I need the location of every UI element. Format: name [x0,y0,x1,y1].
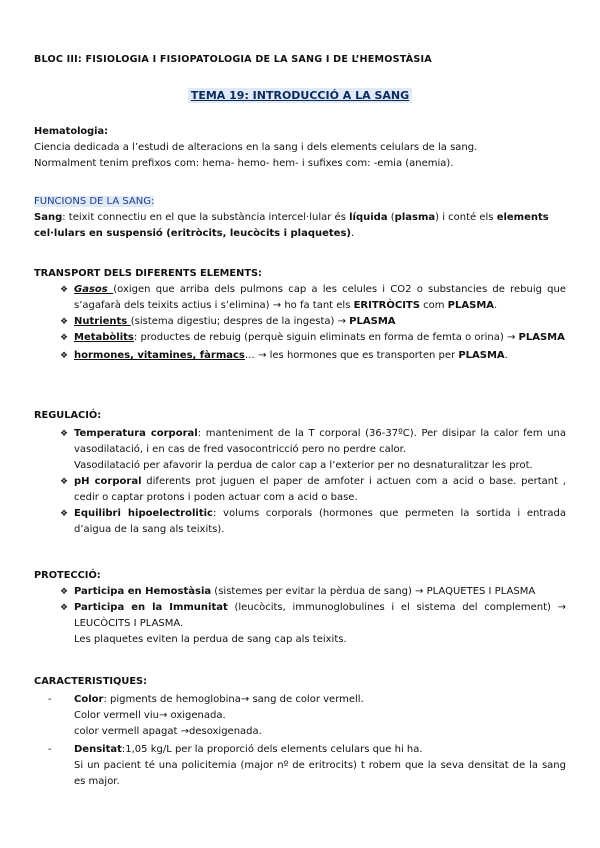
diamond-bullet-icon: ❖ [60,477,69,487]
dash-bullet: - [48,694,52,705]
transport-title: TRANSPORT DELS DIFERENTS ELEMENTS: [34,268,262,279]
list-item: - Color: pigments de hemoglobina→ sang de color vermell. Color vermell viu→ oxigenada. color vermell apagat →desoxigenada. [48,694,364,737]
list-item: ❖ Temperatura corporal: manteniment de la T corporal (36-37ºC). Per disipar la calor fem una vasodilatació, i en cas de fred vasocontricció pero no perdre calor. Vasodilatació per afavorir la perdua de calor cap a l’exterior per no desnaturalitzar les prot. [60,428,567,471]
caracteristiques-title: CARACTERISTIQUES: [34,676,147,687]
proteccio-title: PROTECCIÓ: [34,570,101,581]
diamond-bullet-icon: ❖ [60,333,69,343]
transport-list [60,282,566,364]
list-item: ❖ pH corporal diferents prot juguen el paper de amfoter i actuen com a acid o base. pertant , cedir o captar protons i poden actuar com a acid o base. [60,476,567,503]
hematologia-line2: Normalment tenim prefixos com: hema- hemo- hem- i sufixes com: -emia (anemia). [34,158,454,169]
hematologia-title: Hematologia: [34,126,109,137]
hematologia-section [34,124,566,172]
list-item: - Densitat:1,05 kg/L per la proporció dels elements celulars que hi ha. Si un pacient té una policitemia (major nº de eritrocits) t robem que la seva densitat de la sang es major. [48,744,566,787]
funcions-section [34,194,566,242]
funcions-definition: Sang: teixit connectiu en el que la substància intercel·lular és líquida (plasma) i conté els elements cel·lulars en suspensió (eritròcits, leucòcits i plaquetes). [34,212,549,239]
caracteristiques-list [48,692,566,790]
list-item: ❖ hormones, vitamines, fàrmacs… → les hormones que es transporten per PLASMA. [60,348,566,364]
diamond-bullet-icon: ❖ [60,587,69,597]
list-item: ❖ Nutrients (sistema digestiu; despres de la ingesta) → PLASMA [60,314,566,330]
regulacio-list [60,426,566,538]
funcions-title: FUNCIONS DE LA SANG: [34,196,155,207]
list-item: ❖ Participa en Hemostàsia (sistemes per evitar la pèrdua de sang) → PLAQUETES I PLASMA [60,584,566,600]
diamond-bullet-icon: ❖ [60,509,69,519]
dash-bullet: - [48,744,52,755]
diamond-bullet-icon: ❖ [60,429,69,439]
list-item: ❖ Gasos (oxigen que arriba dels pulmons cap a les celules i CO2 o substancies de rebuig que s’agafarà dels teixits actius i s’elimina) → ho fa tant els ERITRÒCITS com PLASMA. [60,284,567,311]
diamond-bullet-icon: ❖ [60,285,69,295]
diamond-bullet-icon: ❖ [60,317,69,327]
list-item: ❖ Participa en la Immunitat (leucòcits, immunoglobulines i el sistema del complement) → LEUCÒCITS I PLASMA. Les plaquetes eviten la perdua de sang cap als teixits. [60,602,566,645]
bloc-heading: BLOC III: FISIOLOGIA I FISIOPATOLOGIA DE LA SANG I DE L’HEMOSTÀSIA [34,54,432,65]
list-item: ❖ Metabòlits: productes de rebuig (perquè siguin eliminats en forma de femta o orina) → PLASMA [60,330,566,346]
hematologia-line1: Ciencia dedicada a l’estudi de alteracions en la sang i dels elements celulars de la sang. [34,142,478,153]
proteccio-list [60,584,566,648]
regulacio-title: REGULACIÓ: [34,410,102,421]
tema-title: TEMA 19: INTRODUCCIÓ A LA SANG [0,88,600,105]
diamond-bullet-icon: ❖ [60,351,69,361]
diamond-bullet-icon: ❖ [60,603,69,613]
list-item: ❖ Equilibri hipoelectrolitic: volums corporals (hormones que permeten la sortida i entrada d’aigua de la sang als teixits). [60,508,566,535]
